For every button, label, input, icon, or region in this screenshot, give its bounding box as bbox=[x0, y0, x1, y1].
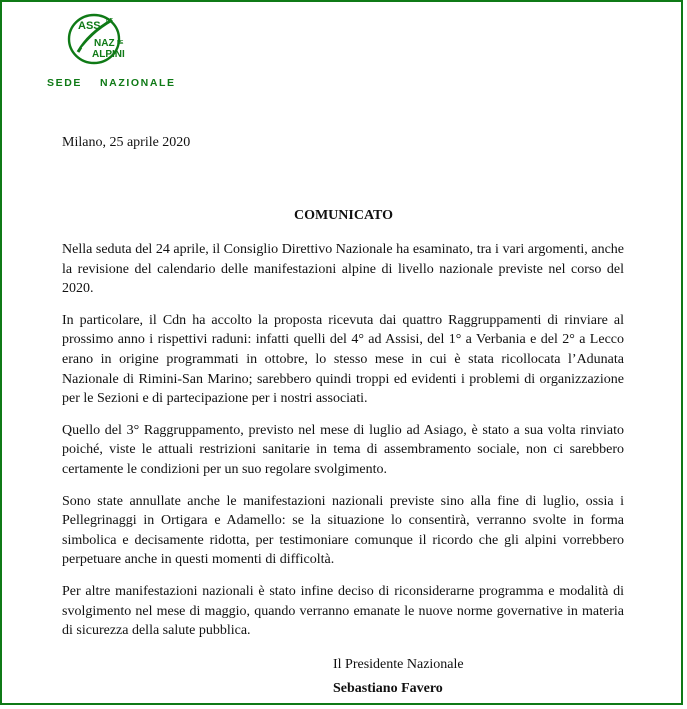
paragraph: Sono state annullate anche le manifestazioni nazionali previste sino alla fine di luglio, ossia i Pellegrinaggi in Ortigara e Adamello: se la situazione lo consentirà, verranno svolte in forma simbolica e decisamente ridotta, per testimoniare comunque il ricordo che gli alpini vorrebbero perpetuare anche in questi momenti di difficoltà. bbox=[62, 493, 624, 568]
ana-logo bbox=[64, 8, 128, 68]
paragraph: Quello del 3° Raggruppamento, previsto nel mese di luglio ad Asiago, è stato a sua volta rinviato poiché, viste le attuali restrizioni sanitarie in tema di assembramento sociale, non ci sarebbero certamente le condizioni per un suo regolare svolgimento. bbox=[62, 422, 624, 477]
signature-role: Il Presidente Nazionale bbox=[333, 657, 464, 672]
letter-body bbox=[62, 240, 624, 653]
letter-date: Milano, 25 aprile 2020 bbox=[62, 135, 191, 150]
logo-text-top: ASS bbox=[78, 20, 101, 32]
paragraph: In particolare, il Cdn ha accolto la proposta ricevuta dai quattro Raggruppamenti di rinviare al prossimo anno i rispettivi raduni: infatti quelli del 4° ad Assisi, del 1° a Verbania e del 2° a Lecco erano in origine programmati in ottobre, lo stesso mese in cui è stata ricollocata l’Adunata Nazionale di Rimini-San Marino; sarebbero quindi troppi ed evidenti i problemi di organizzazione per le Sezioni e di partecipazione per i nostri associati. bbox=[62, 312, 624, 407]
signature-name: Sebastiano Favero bbox=[333, 681, 443, 696]
paragraph: Nella seduta del 24 aprile, il Consiglio Direttivo Nazionale ha esaminato, tra i vari argomenti, anche la revisione del calendario delle manifestazioni alpine di livello nazionale previste nel corso del 2020. bbox=[62, 242, 624, 297]
logo-sup-1: NE bbox=[106, 18, 113, 24]
ana-emblem-icon bbox=[64, 8, 128, 68]
letter-title: COMUNICATO bbox=[293, 208, 394, 223]
logo-sup-2: LE bbox=[117, 40, 124, 46]
sede-nazionale-label bbox=[47, 77, 176, 89]
logo-text-mid: NAZ bbox=[94, 38, 115, 49]
sede-word: SEDE bbox=[47, 77, 82, 89]
paragraph: Per altre manifestazioni nazionali è stato infine deciso di riconsiderarne programma e modalità di svolgimento nel mese di maggio, quando verranno emanate le nuove norme governative in materia di sicurezza della salute pubblica. bbox=[62, 583, 624, 639]
logo-text-bottom: ALPINI bbox=[92, 49, 125, 60]
nazionale-word: NAZIONALE bbox=[100, 77, 176, 89]
